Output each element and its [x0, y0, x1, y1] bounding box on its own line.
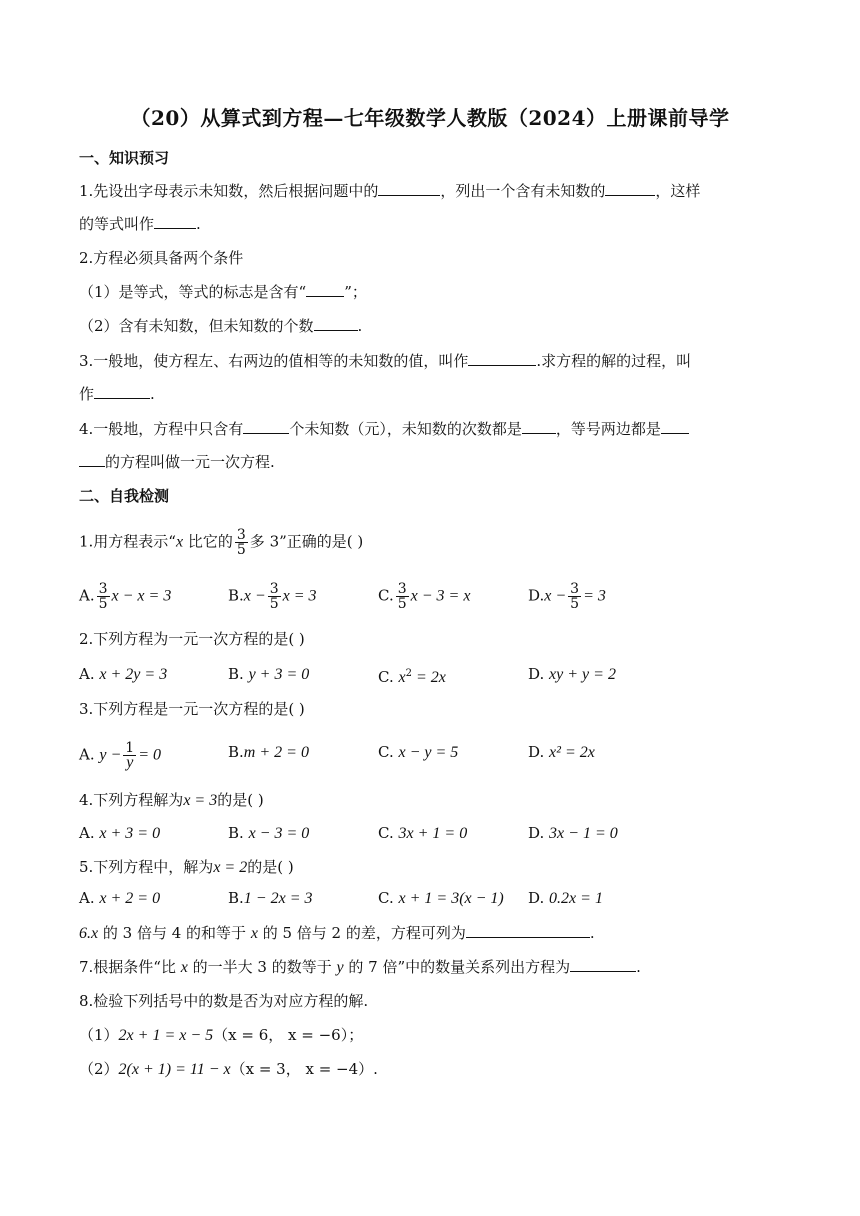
blank [605, 181, 655, 196]
s2-q6: 6.x 的 3 倍与 4 的和等于 x 的 5 倍与 2 的差，方程可列为 . [79, 924, 595, 942]
s2-q4-option-b: B. x − 3 = 0 [228, 824, 310, 842]
blank [468, 351, 536, 366]
s2-q4-option-a: A. x + 3 = 0 [79, 824, 161, 842]
s2-q4-option-d: D. 3x − 1 = 0 [528, 824, 618, 842]
s2-q2-option-d: D. xy + y = 2 [528, 665, 616, 683]
s2-q1: 1.用方程表示“x 比它的 $\frac{3}{5}$ 多 3”正确的是( ) [79, 527, 364, 558]
s2-q3-option-b: B.m + 2 = 0 [228, 743, 309, 761]
s2-q1-option-b: B.x − $\frac{3}{5}$ x = 3 [228, 581, 317, 612]
s2-q8: 8.检验下列括号中的数是否为对应方程的解. [79, 992, 369, 1010]
s1-q1-line1: 1.先设出字母表示未知数，然后根据问题中的 ，列出一个含有未知数的 ，这样 [79, 182, 701, 200]
blank [154, 214, 196, 229]
s2-q8-2: （2）2(x + 1) = 11 − x（x = 3， x = −4）. [79, 1060, 378, 1078]
section-heading-preview: 一、知识预习 [79, 149, 170, 167]
section-heading-selftest: 二、自我检测 [79, 487, 170, 505]
blank [570, 957, 636, 972]
blank [306, 282, 344, 297]
page-title: （20）从算式到方程—七年级数学人教版（2024）上册课前导学 [130, 106, 730, 130]
blank [661, 419, 689, 434]
s2-q2-option-b: B. y + 3 = 0 [228, 665, 310, 683]
s1-q1-line2: 的等式叫作 . [79, 215, 201, 233]
s2-q3-option-a: A. y − $\frac{1}{y}$ = 0 [79, 740, 162, 771]
s1-q4-line1: 4.一般地，方程中只含有 个未知数（元），未知数的次数都是 ，等号两边都是 [79, 418, 689, 440]
s2-q5-option-d: D. 0.2x = 1 [528, 889, 603, 907]
s2-q5-option-c: C. x + 1 = 3(x − 1) [378, 889, 504, 907]
s2-q5: 5.下列方程中，解为x = 2的是( ) [79, 858, 294, 876]
blank [79, 452, 105, 467]
blank [94, 384, 150, 399]
s2-q8-1: （1）2x + 1 = x − 5（x = 6， x = −6）； [79, 1026, 364, 1044]
s2-q1-option-a: A. $\frac{3}{5}$ x − x = 3 [79, 581, 172, 612]
s1-q2-2: （2）含有未知数，但未知数的个数 . [79, 317, 363, 335]
s2-q3-option-c: C. x − y = 5 [378, 743, 459, 761]
fraction: $\frac{3}{5}$ [236, 527, 246, 558]
s1-q3-line2: 作 . [79, 385, 155, 403]
s1-q2-1: （1）是等式，等式的标志是含有“ ”； [79, 283, 367, 301]
blank [466, 923, 590, 938]
s2-q1-option-d: D.x − $\frac{3}{5}$ = 3 [528, 581, 606, 612]
blank [314, 316, 358, 331]
s2-q2-option-c: C. $x^2 = 2x$ [378, 668, 446, 686]
s2-q5-option-b: B.1 − 2x = 3 [228, 889, 313, 907]
blank [243, 419, 289, 434]
s2-q3-option-d: D. x² = 2x [528, 743, 595, 761]
s1-q2: 2.方程必须具备两个条件 [79, 249, 244, 267]
s2-q7: 7.根据条件“比 x 的一半大 3 的数等于 y 的 7 倍”中的数量关系列出方程为 . [79, 958, 641, 976]
s1-q4-line2: 的方程叫做一元一次方程. [79, 451, 275, 473]
s2-q1-option-c: C. $\frac{3}{5}$ x − 3 = x [378, 581, 471, 612]
s2-q2: 2.下列方程为一元一次方程的是( ) [79, 630, 305, 648]
s2-q4: 4.下列方程解为x = 3的是( ) [79, 791, 264, 809]
s2-q3: 3.下列方程是一元一次方程的是( ) [79, 700, 305, 718]
s2-q4-option-c: C. 3x + 1 = 0 [378, 824, 468, 842]
s2-q2-option-a: A. x + 2y = 3 [79, 665, 168, 683]
s1-q3-line1: 3.一般地，使方程左、右两边的值相等的未知数的值，叫作 .求方程的解的过程，叫 [79, 352, 692, 370]
blank [522, 419, 556, 434]
blank [378, 181, 440, 196]
s2-q5-option-a: A. x + 2 = 0 [79, 889, 161, 907]
